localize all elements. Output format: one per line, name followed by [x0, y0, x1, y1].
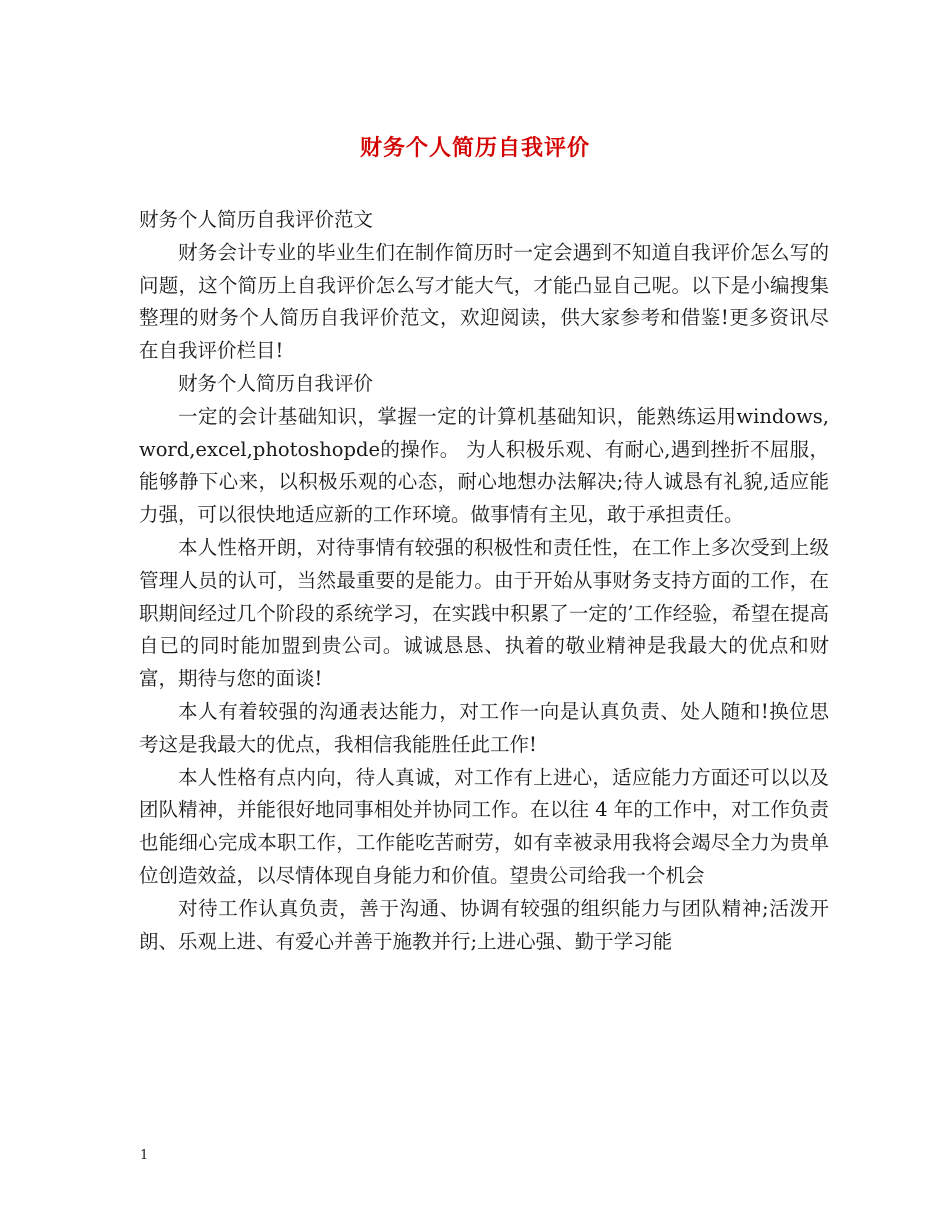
body-paragraph: 本人性格开朗，对待事情有较强的积极性和责任性，在工作上多次受到上级管理人员的认可，当然最重要的是能力。由于开始从事财务支持方面的工作，在职期间经过几个阶段的系统学习，在实践中积累了一定的’工作经验，希望在提高自已的同时能加盟到贵公司。诚诚恳恳、执着的敬业精神是我最大的优点和财富，期待与您的面谈!: [139, 535, 829, 691]
intro-paragraph: 财务会计专业的毕业生们在制作简历时一定会遇到不知道自我评价怎么写的问题，这个简历上自我评价怎么写才能大气，才能凸显自己呢。以下是小编搜集整理的财务个人简历自我评价范文，欢迎阅读，供大家参考和借鉴!更多资讯尽在自我评价栏目!: [139, 240, 829, 363]
body-paragraph: 本人性格有点内向，待人真诚，对工作有上进心，适应能力方面还可以以及团队精神，并能很好地同事相处并协同工作。在以往 4 年的工作中，对工作负责也能细心完成本职工作，工作能吃苦耐劳，如有幸被录用我将会竭尽全力为贵单位创造效益，以尽情体现自身能力和价值。望贵公司给我一个机会: [139, 765, 829, 887]
subtitle-paragraph: 财务个人简历自我评价范文: [139, 208, 374, 231]
page-number: 1: [140, 1148, 149, 1163]
document-title: 财务个人简历自我评价: [359, 135, 590, 161]
section-heading: 财务个人简历自我评价: [178, 371, 374, 395]
body-paragraph: 本人有着较强的沟通表达能力，对工作一向是认真负责、处人随和!换位思考这是我最大的优点，我相信我能胜任此工作!: [139, 699, 829, 756]
body-paragraph: 对待工作认真负责，善于沟通、协调有较强的组织能力与团队精神;活泼开朗、乐观上进、有爱心并善于施教并行;上进心强、勤于学习能: [139, 896, 829, 953]
body-paragraph: 一定的会计基础知识，掌握一定的计算机基础知识，能熟练运用windows, word,excel,photoshopde的操作。 为人积极乐观、有耐心,遇到挫折不屈服，能够静下心来，以积极乐观的心态，耐心地想办法解决;待人诚恳有礼貌,适应能力强，可以很快地适应新的工作环境。做事情有主见，敢于承担责任。: [139, 404, 829, 527]
document-body: [139, 204, 829, 958]
